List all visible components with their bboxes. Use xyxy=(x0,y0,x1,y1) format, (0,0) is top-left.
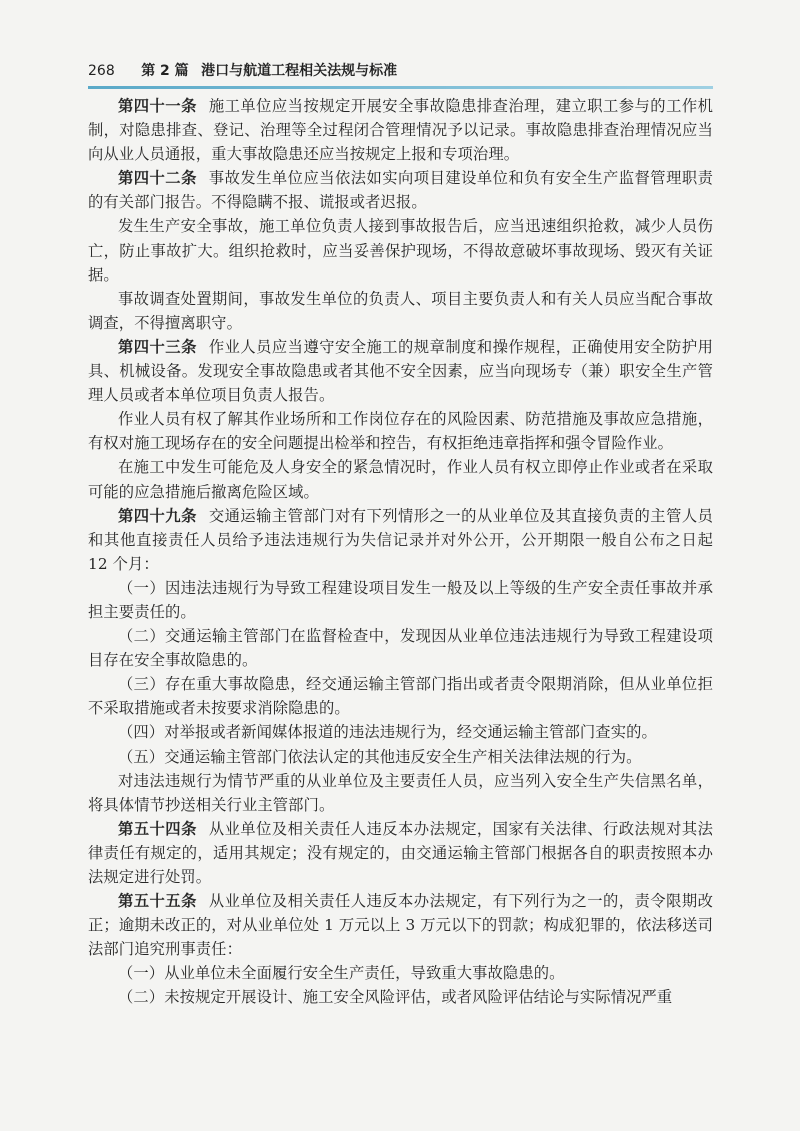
paragraph-art41 xyxy=(88,94,713,166)
paragraph xyxy=(88,769,713,817)
paragraph-text: 施工单位应当按规定开展安全事故隐患排查治理，建立职工参与的工作机制，对隐患排查、登记、治理等全过程闭合管理情况予以记录。事故隐患排查治理情况应当向从业人员通报，重大事故隐患还应当按规定上报和专项治理。 xyxy=(88,97,713,164)
paragraph-text: （一）从业单位未全面履行安全生产责任，导致重大事故隐患的。 xyxy=(118,964,565,983)
article-number: 第四十九条 xyxy=(118,506,197,525)
paragraph-text: （三）存在重大事故隐患，经交通运输主管部门指出或者责令限期消除，但从业单位拒不采取措施或者未按要求消除隐患的。 xyxy=(88,675,713,718)
paragraph-text: 从业单位及相关责任人违反本办法规定，国家有关法律、行政法规对其法律责任有规定的，适用其规定；没有规定的，由交通运输主管部门根据各自的职责按照本办法规定进行处罚。 xyxy=(88,819,713,886)
paragraph xyxy=(88,455,713,503)
list-item xyxy=(88,576,713,624)
article-number: 第四十一条 xyxy=(118,97,197,115)
paragraph-art54 xyxy=(88,817,713,889)
paragraph-text: （二）交通运输主管部门在监督检查中，发现因从业单位违法违规行为导致工程建设项目存在安全事故隐患的。 xyxy=(88,627,713,670)
paragraph-art55 xyxy=(88,889,713,961)
list-item xyxy=(88,624,713,672)
list-item xyxy=(88,985,713,1009)
paragraph-text: 作业人员有权了解其作业场所和工作岗位存在的风险因素、防范措施及事故应急措施，有权对施工现场存在的安全问题提出检举和控告，有权拒绝违章指挥和强令冒险作业。 xyxy=(88,410,713,453)
part-label: 第 2 篇 xyxy=(141,63,189,79)
paragraph-text: 事故调查处置期间，事故发生单位的负责人、项目主要负责人和有关人员应当配合事故调查，不得擅离职守。 xyxy=(88,289,713,332)
paragraph-text: 事故发生单位应当依法如实向项目建设单位和负有安全生产监督管理职责的有关部门报告。不得隐瞒不报、谎报或者迟报。 xyxy=(88,169,713,212)
paragraph-text: 在施工中发生可能危及人身安全的紧急情况时，作业人员有权立即停止作业或者在采取可能的应急措施后撤离危险区域。 xyxy=(88,458,713,501)
list-item xyxy=(88,961,713,985)
paragraph-text: 发生生产安全事故，施工单位负责人接到事故报告后，应当迅速组织抢救，减少人员伤亡，防止事故扩大。组织抢救时，应当妥善保护现场，不得故意破坏事故现场、毁灭有关证据。 xyxy=(88,217,713,284)
paragraph xyxy=(88,287,713,335)
paragraph xyxy=(88,407,713,455)
paragraph-text: 交通运输主管部门对有下列情形之一的从业单位及其直接负责的主管人员和其他直接责任人员给予违法违规行为失信记录并对外公开，公开期限一般自公布之日起 12 个月： xyxy=(88,506,713,573)
paragraph-text: （五）交通运输主管部门依法认定的其他违反安全生产相关法律法规的行为。 xyxy=(118,747,642,766)
list-item xyxy=(88,745,713,769)
article-number: 第四十三条 xyxy=(118,337,197,356)
paragraph-text: 作业人员应当遵守安全施工的规章制度和操作规程，正确使用安全防护用具、机械设备。发现安全事故隐患或者其他不安全因素，应当向现场专（兼）职安全生产管理人员或者本单位项目负责人报告。 xyxy=(88,337,713,405)
paragraph-art43 xyxy=(88,335,713,407)
paragraph-art49 xyxy=(88,504,713,576)
paragraph-text: （二）未按规定开展设计、施工安全风险评估，或者风险评估结论与实际情况严重 xyxy=(118,988,673,1007)
section-title: 港口与航道工程相关法规与标准 xyxy=(201,63,398,79)
article-number: 第四十二条 xyxy=(118,169,197,188)
header-rule xyxy=(88,86,713,89)
paragraph xyxy=(88,214,713,286)
list-item xyxy=(88,672,713,720)
page-body xyxy=(88,94,713,1010)
article-number: 第五十五条 xyxy=(118,892,197,911)
page-number: 268 xyxy=(88,63,115,79)
paragraph-text: 对违法违规行为情节严重的从业单位及主要责任人员，应当列入安全生产失信黑名单，将具体情节抄送相关行业主管部门。 xyxy=(88,771,713,814)
paragraph-text: （一）因违法违规行为导致工程建设项目发生一般及以上等级的生产安全责任事故并承担主要责任的。 xyxy=(88,578,713,621)
paragraph-text: 从业单位及相关责任人违反本办法规定，有下列行为之一的，责令限期改正；逾期未改正的，对从业单位处 1 万元以上 3 万元以下的罚款；构成犯罪的，依法移送司法部门追究刑事责任： xyxy=(88,892,713,959)
article-number: 第五十四条 xyxy=(118,819,197,838)
list-item xyxy=(88,720,713,744)
running-header xyxy=(88,60,702,82)
paragraph-art42 xyxy=(88,166,713,214)
paragraph-text: （四）对举报或者新闻媒体报道的违法违规行为，经交通运输主管部门查实的。 xyxy=(118,723,657,742)
